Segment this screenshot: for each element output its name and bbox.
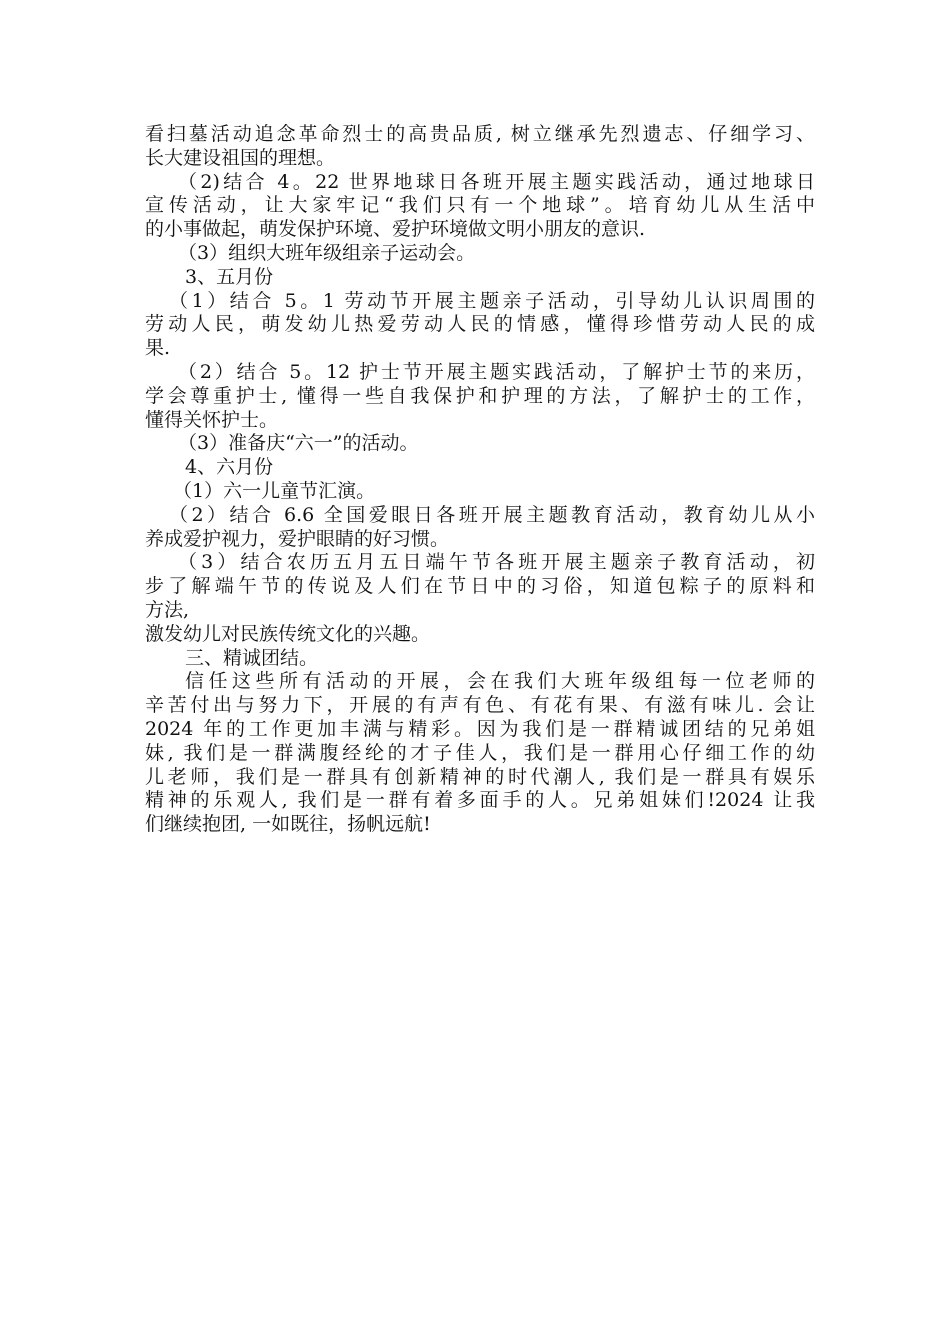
text-line: （2)结合 4。22 世界地球日各班开展主题实践活动，通过地球日	[178, 170, 815, 193]
text-line: 懂得关怀护士。	[145, 408, 279, 431]
section-heading: 4、六月份	[185, 456, 274, 479]
text-line: 的小事做起，萌发保护环境、爱护环境做文明小朋友的意识.	[145, 218, 646, 241]
text-line: 劳动人民，萌发幼儿热爱劳动人民的情感，懂得珍惜劳动人民的成	[145, 313, 815, 336]
text-line: 2024 年的工作更加丰满与精彩。因为我们是一群精诚团结的兄弟姐	[145, 717, 815, 740]
text-line: 精神的乐观人, 我们是一群有着多面手的人。兄弟姐妹们!2024 让我	[145, 789, 815, 812]
text-line: （1）结合 5。1 劳动节开展主题亲子活动，引导幼儿认识周围的	[169, 289, 815, 312]
text-line: 步了解端午节的传说及人们在节日中的习俗，知道包粽子的原料和	[145, 575, 815, 598]
section-heading: 三、精诚团结。	[185, 646, 319, 669]
text-line: 果.	[145, 337, 171, 360]
text-line: 方法,	[145, 598, 190, 621]
text-line: 信任这些所有活动的开展，会在我们大班年级组每一位老师的	[185, 670, 815, 693]
text-line: 们继续抱团, 一如既往，扬帆远航!	[145, 813, 431, 836]
text-line: （3）准备庆“六一”的活动。	[178, 432, 419, 455]
text-line: 养成爱护视力，爱护眼睛的好习惯。	[145, 527, 450, 550]
text-line: 辛苦付出与努力下，开展的有声有色、有花有果、有滋有味儿. 会让	[145, 694, 815, 717]
text-line: 看扫墓活动追念革命烈士的高贵品质, 树立继承先烈遗志、仔细学习、	[145, 123, 815, 145]
text-line: （1）六一儿童节汇演。	[173, 479, 376, 502]
text-line: （2）结合 6.6 全国爱眼日各班开展主题教育活动，教育幼儿从小	[169, 503, 815, 526]
section-heading: 3、五月份	[185, 265, 274, 288]
text-line: （3）组织大班年级组亲子运动会。	[178, 241, 476, 264]
text-line: 儿老师，我们是一群具有创新精神的时代潮人, 我们是一群具有娱乐	[145, 765, 815, 788]
text-line: 学会尊重护士, 懂得一些自我保护和护理的方法，了解护士的工作，	[145, 384, 815, 407]
document-body	[145, 123, 815, 837]
text-line: （2）结合 5。12 护士节开展主题实践活动，了解护士节的来历，	[178, 360, 815, 383]
text-line: 宣传活动，让大家牢记“我们只有一个地球”。培育幼儿从生活中	[145, 194, 815, 217]
text-line: 长大建设祖国的理想。	[145, 146, 336, 169]
text-line: （3）结合农历五月五日端午节各班开展主题亲子教育活动，初	[178, 551, 815, 574]
text-line: 激发幼儿对民族传统文化的兴趣。	[145, 622, 431, 645]
text-line: 妹, 我们是一群满腹经纶的才子佳人，我们是一群用心仔细工作的幼	[145, 741, 815, 764]
